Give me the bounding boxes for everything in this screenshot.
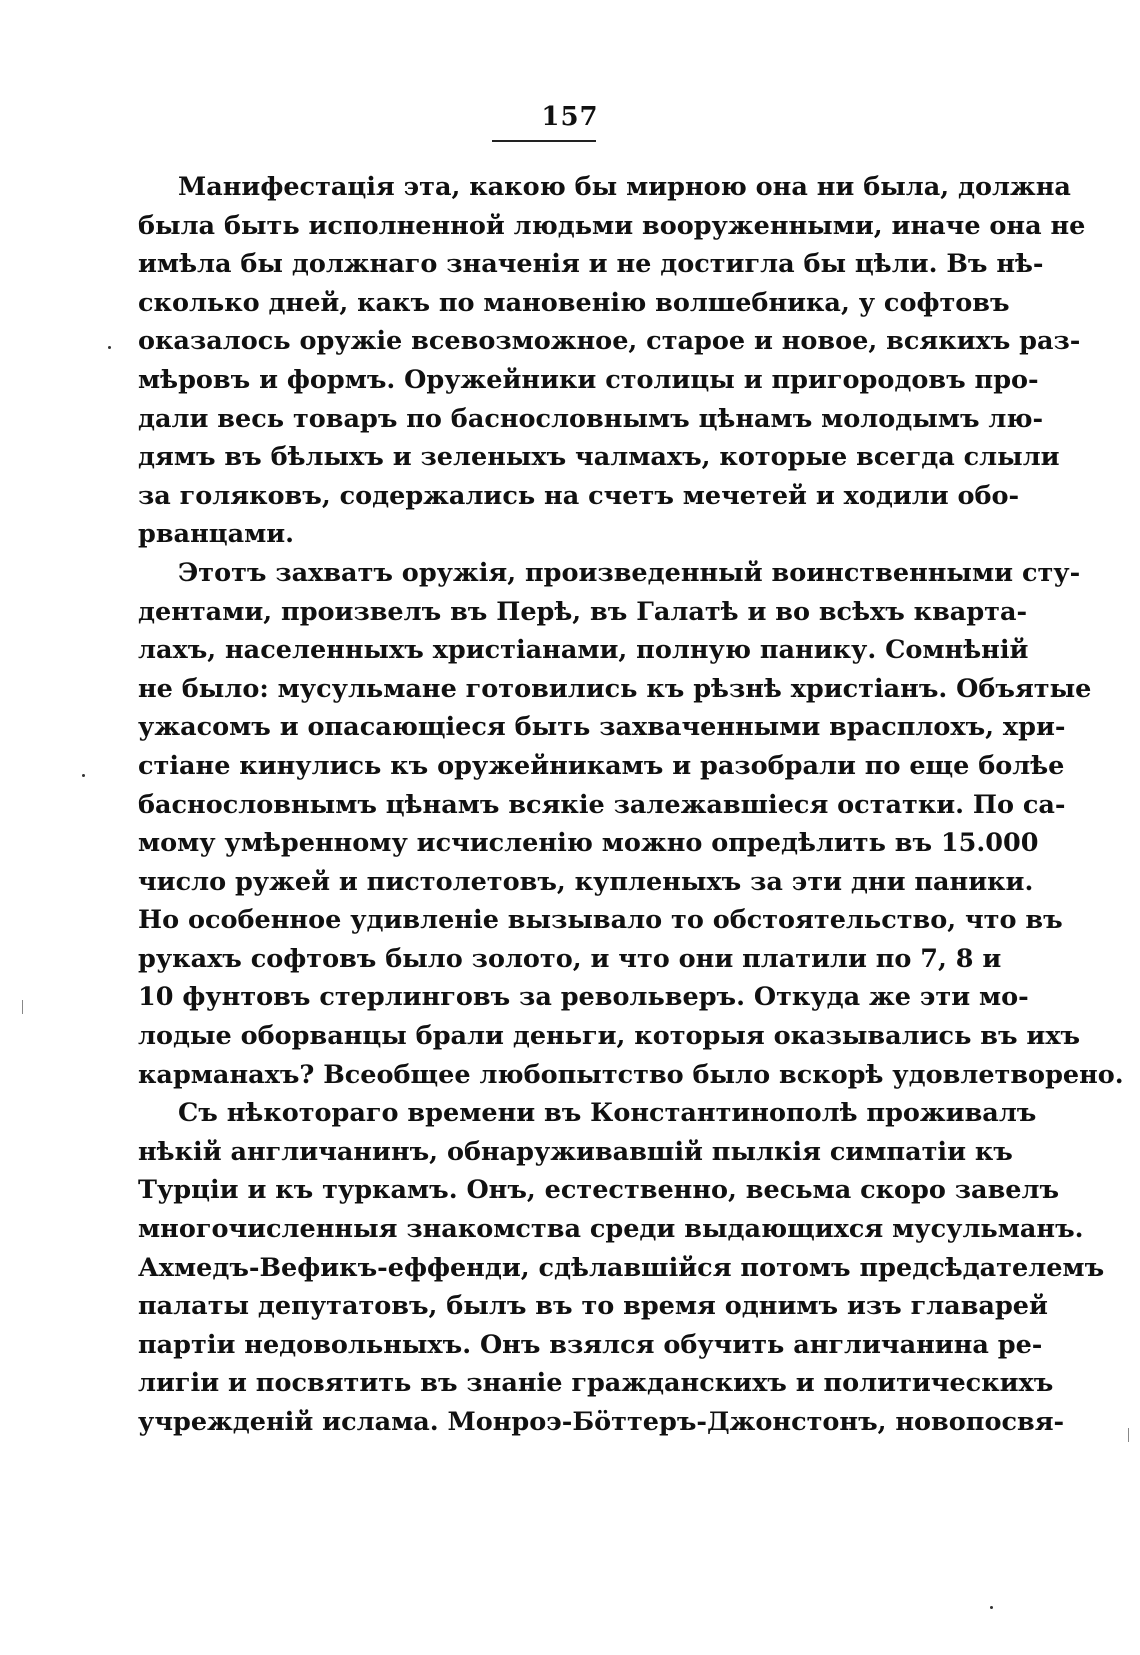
text-line: Но особенное удивленіе вызывало то обстоятельство, что въ: [138, 905, 1063, 936]
text-line: учрежденій ислама. Монроэ-Бӧттеръ-Джонстонъ, новопосвя-: [138, 1407, 1065, 1437]
text-line: оказалось оружіе всевозможное, старое и новое, всякихъ раз-: [138, 326, 1081, 357]
text-line: Съ нѣкотораго времени въ Константинополѣ проживалъ: [178, 1098, 1037, 1129]
text-line: за голяковъ, содержались на счетъ мечетей и ходили обо-: [138, 480, 1020, 511]
text-line: многочисленныя знакомства среди выдающихся мусульманъ.: [138, 1214, 1084, 1245]
paragraph-3: [138, 1094, 1105, 1441]
page-number: 157: [541, 102, 599, 132]
text-line: баснословнымъ цѣнамъ всякіе залежавшіеся остатки. По са-: [138, 789, 1066, 820]
paragraph-2: [138, 554, 1124, 1094]
text-line: нѣкій англичанинъ, обнаруживавшій пылкія симпатіи къ: [138, 1136, 1013, 1167]
text-line: Турціи и къ туркамъ. Онъ, естественно, весьма скоро завелъ: [138, 1175, 1060, 1206]
page-number-rule: [492, 140, 596, 142]
scan-speck: [22, 1000, 23, 1014]
text-line: дали весь товаръ по баснословнымъ цѣнамъ молодымъ лю-: [138, 403, 1044, 434]
text-line: была быть исполненной людьми вооруженными, иначе она не: [138, 210, 1086, 241]
text-line: лахъ, населенныхъ христіанами, полную панику. Сомнѣній: [138, 635, 1029, 666]
text-line: лигіи и посвятить въ знаніе гражданскихъ и политическихъ: [138, 1368, 1054, 1399]
scan-speck: [108, 346, 111, 349]
scan-speck: [1128, 1428, 1129, 1442]
text-line: карманахъ? Всеобщее любопытство было вскорѣ удовлетворено.: [138, 1059, 1124, 1090]
body-text: [138, 168, 1124, 1442]
text-line: сколько дней, какъ по мановенію волшебника, у софтовъ: [138, 287, 1010, 318]
text-line: ужасомъ и опасающіеся быть захваченными врасплохъ, хри-: [138, 712, 1066, 743]
text-line: стіане кинулись къ оружейникамъ и разобрали по еще болѣе: [138, 750, 1065, 781]
text-line: Манифестація эта, какою бы мирною она ни была, должна: [178, 172, 1071, 202]
text-line: дямъ въ бѣлыхъ и зеленыхъ чалмахъ, которые всегда слыли: [138, 442, 1060, 473]
text-line: число ружей и пистолетовъ, купленыхъ за эти дни паники.: [138, 866, 1034, 897]
scan-speck: [990, 1606, 993, 1609]
text-line: Этотъ захватъ оружія, произведенный воинственными сту-: [178, 557, 1081, 588]
text-line: не было: мусульмане готовились къ рѣзнѣ христіанъ. Объятые: [138, 673, 1092, 704]
paragraph-1: [138, 168, 1086, 554]
text-line: дентами, произвелъ въ Перѣ, въ Галатѣ и во всѣхъ кварта-: [138, 596, 1028, 627]
text-line: лодые оборванцы брали деньги, которыя оказывались въ ихъ: [138, 1021, 1081, 1052]
text-line: 10 фунтовъ стерлинговъ за револьверъ. Откуда же эти мо-: [138, 982, 1029, 1013]
text-line: рукахъ софтовъ было золото, и что они платили по 7, 8 и: [138, 943, 1002, 974]
text-line: имѣла бы должнаго значенія и не достигла бы цѣли. Въ нѣ-: [138, 249, 1044, 280]
text-line: мѣровъ и формъ. Оружейники столицы и пригородовъ про-: [138, 364, 1039, 395]
text-line: Ахмедъ-Вефикъ-еффенди, сдѣлавшійся потомъ предсѣдателемъ: [138, 1252, 1105, 1283]
text-line: мому умѣренному исчисленію можно опредѣлить въ 15.000: [138, 828, 1039, 859]
text-line: партіи недовольныхъ. Онъ взялся обучить англичанина ре-: [138, 1329, 1043, 1360]
scan-speck: [82, 774, 85, 777]
text-line: рванцами.: [138, 519, 295, 550]
text-line: палаты депутатовъ, былъ въ то время однимъ изъ главарей: [138, 1291, 1048, 1322]
